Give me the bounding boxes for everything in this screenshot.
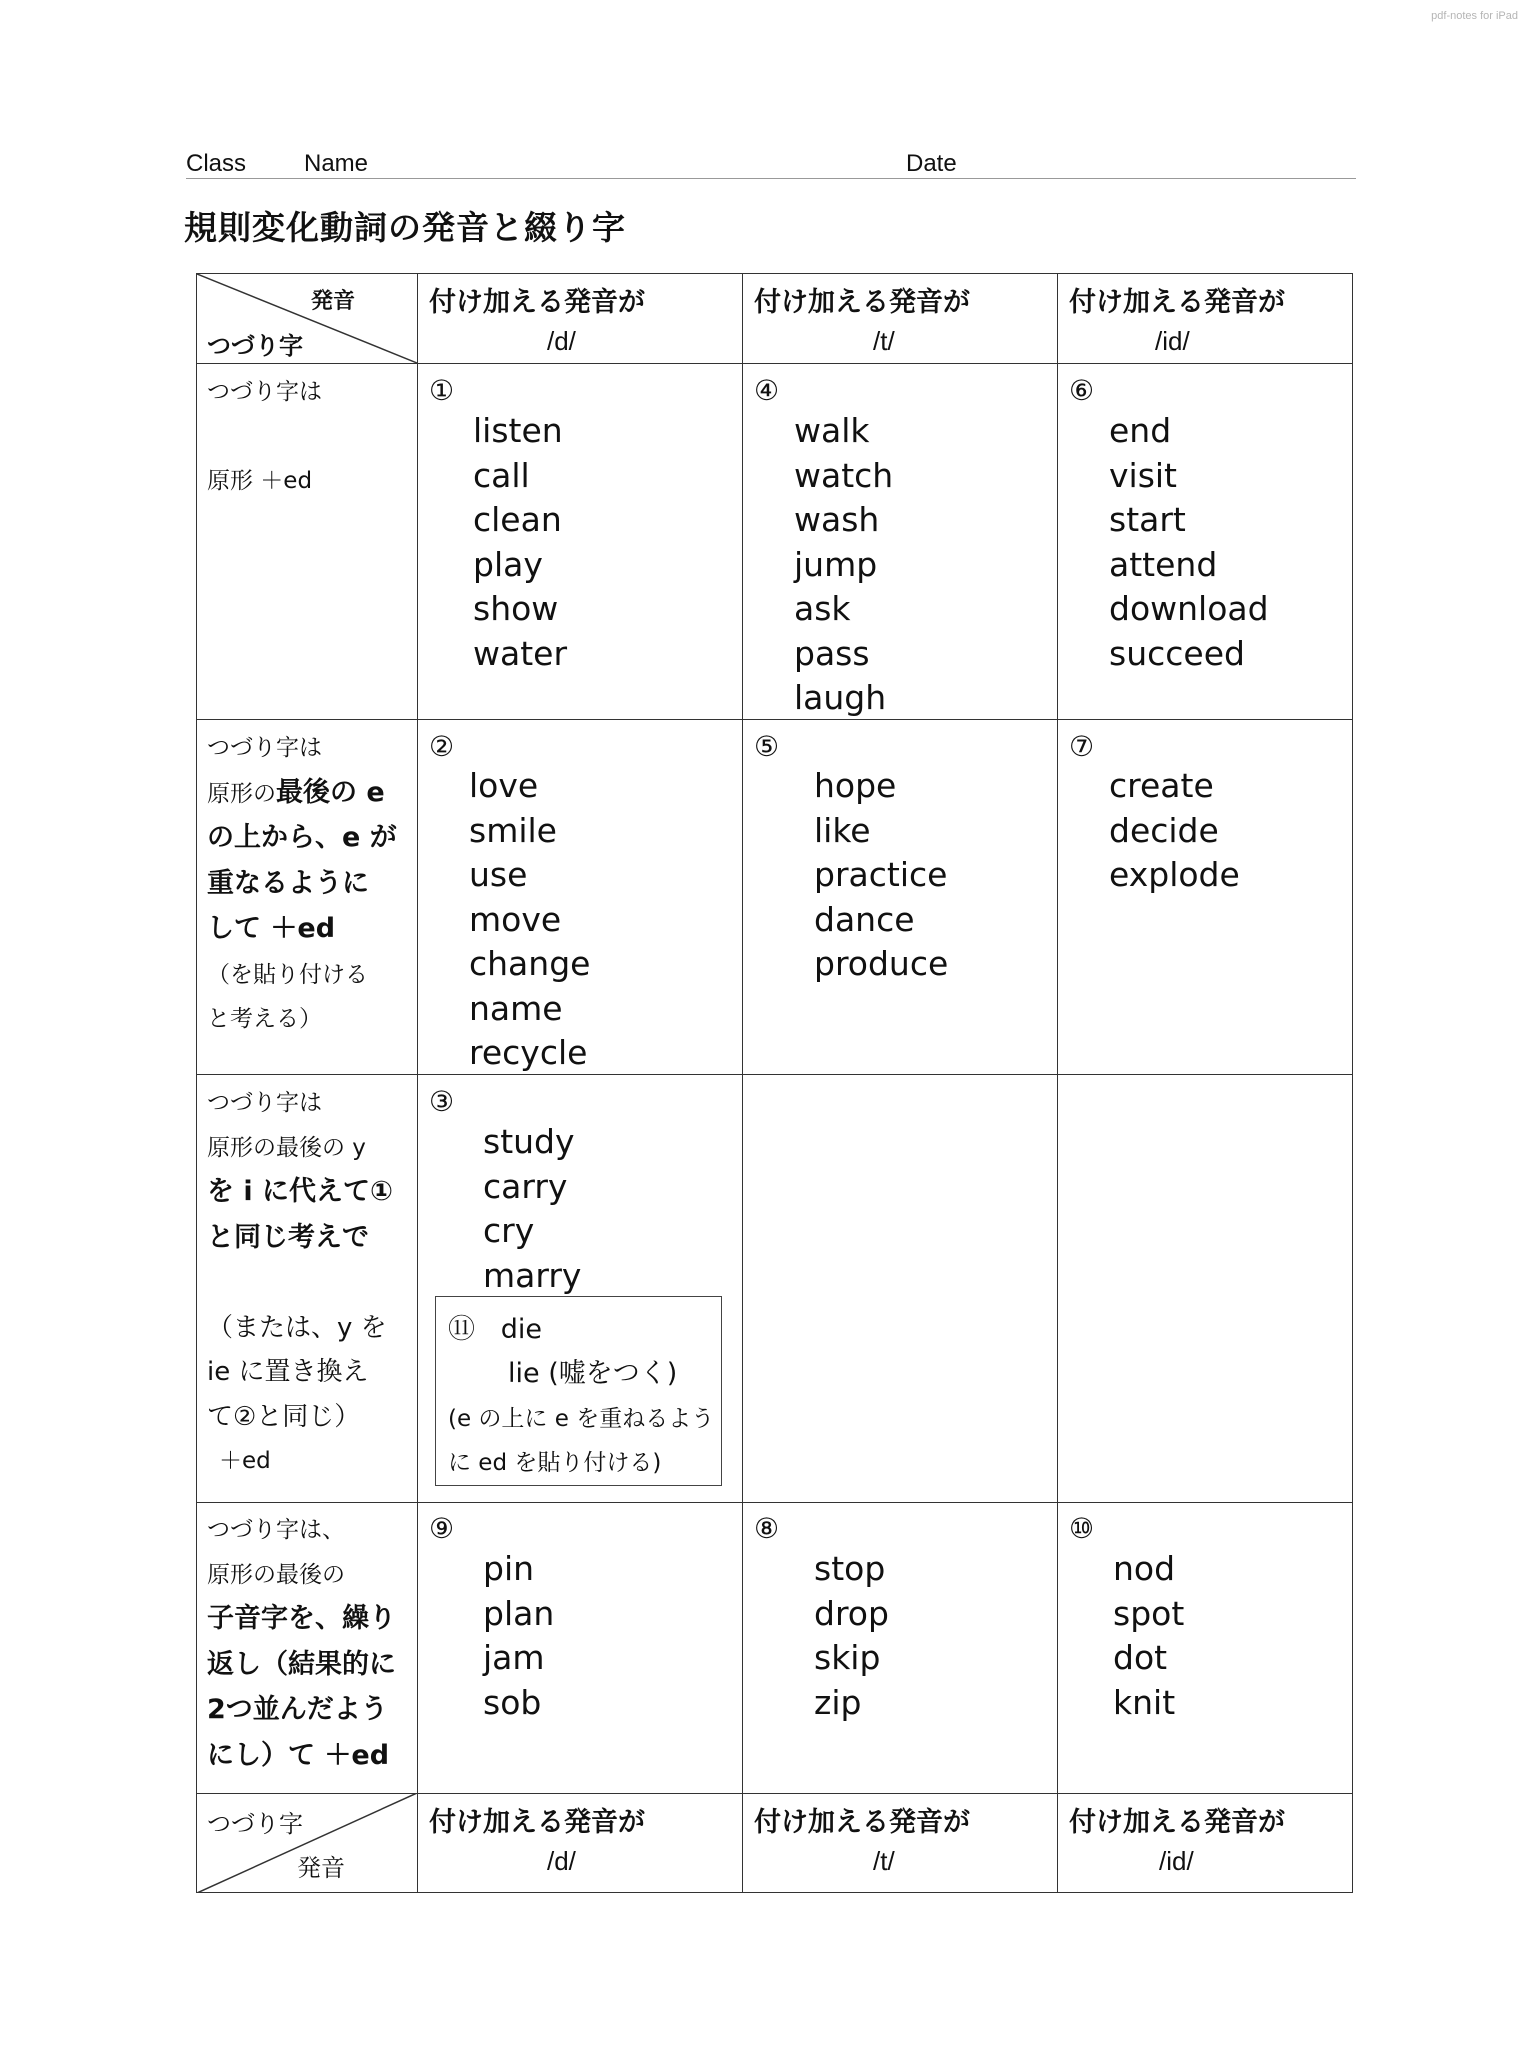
word: like — [814, 810, 871, 850]
word: create — [1109, 766, 1214, 805]
row1-id-number: ⑥ — [1069, 374, 1095, 407]
irregular-ie-box — [435, 1296, 722, 1486]
row4-id-number: ⑩ — [1069, 1512, 1095, 1545]
col-d-heading: 付け加える発音が — [429, 287, 645, 318]
row2-label: つづり字は 原形の最後の e の上から、e が 重なるように して ＋ed （を貼り付ける と考える） — [207, 735, 397, 1032]
word: change — [469, 944, 591, 983]
row3-label: つづり字は 原形の最後の y を i に代えて① と同じ考えで （または、y を ie に置き換え て②と同じ） ＋ed — [207, 1090, 393, 1474]
word: skip — [814, 1638, 881, 1677]
word: water — [473, 633, 568, 673]
word: clean — [473, 500, 562, 539]
date-label: Date — [906, 150, 957, 177]
col-id-heading: 付け加える発音が — [1069, 287, 1285, 318]
word: end — [1109, 411, 1172, 450]
word: sob — [483, 1682, 542, 1722]
word: pass — [794, 633, 870, 673]
word: drop — [814, 1593, 889, 1633]
name-label: Name — [304, 150, 369, 177]
word: zip — [814, 1682, 862, 1722]
corner-spelling-label: つづり字 — [207, 332, 303, 360]
row2-d-number: ② — [429, 730, 455, 763]
word: decide — [1109, 810, 1219, 850]
col-t-heading: 付け加える発音が — [754, 287, 970, 318]
word: love — [469, 766, 539, 805]
word: plan — [483, 1593, 555, 1633]
word: dot — [1113, 1638, 1168, 1677]
word: show — [473, 589, 559, 628]
word: stop — [814, 1549, 886, 1588]
word: hope — [814, 766, 897, 805]
row3-d-number: ③ — [429, 1085, 455, 1118]
worksheet-header — [186, 148, 1356, 179]
row1-label: つづり字は 原形 ＋ed — [207, 379, 322, 494]
bottom-col-d-heading: 付け加える発音が — [429, 1807, 645, 1838]
bottom-col-t-sound: /t/ — [873, 1846, 895, 1876]
col-d-sound: /d/ — [547, 326, 576, 356]
box-note: (e の上に e を重ねるように ed を貼り付ける) — [448, 1406, 715, 1476]
bottom-corner-pronunciation-label: 発音 — [297, 1854, 345, 1882]
word: carry — [483, 1166, 568, 1206]
word: smile — [469, 810, 557, 850]
bottom-col-id-sound: /id/ — [1159, 1846, 1194, 1876]
word: dance — [814, 899, 915, 939]
col-id-sound: /id/ — [1155, 326, 1190, 356]
row2-t-number: ⑤ — [754, 730, 780, 763]
corner-pronunciation-label: 発音 — [311, 289, 356, 314]
word: visit — [1109, 455, 1177, 495]
row4-d-words — [483, 1547, 554, 1725]
row1-d-number: ① — [429, 374, 455, 407]
word: walk — [794, 411, 870, 450]
row1-id-words — [1109, 409, 1269, 676]
watermark: pdf-notes for iPad — [1431, 10, 1518, 22]
row2-d-words — [469, 764, 590, 1076]
word: study — [483, 1122, 575, 1161]
page-title: 規則変化動詞の発音と綴り字 — [184, 208, 626, 247]
word: jam — [483, 1638, 545, 1677]
class-label: Class — [186, 150, 247, 177]
word: recycle — [469, 1033, 588, 1072]
word: download — [1109, 589, 1269, 628]
row4-label: つづり字は、 原形の最後の 子音字を、繰り 返し（結果的に 2つ並んだよう にし）て ＋ed — [207, 1517, 396, 1771]
word: play — [473, 544, 543, 584]
word: move — [469, 899, 562, 939]
word: marry — [483, 1255, 582, 1295]
col-t-sound: /t/ — [873, 326, 895, 356]
conjugation-table — [196, 273, 1353, 1893]
box-word-lie: lie (嘘をつく) — [508, 1358, 678, 1389]
word: succeed — [1109, 633, 1245, 673]
row4-id-words — [1113, 1547, 1184, 1725]
word: use — [469, 855, 528, 894]
row1-d-words — [473, 409, 567, 676]
word: explode — [1109, 855, 1240, 894]
word: jump — [794, 544, 878, 584]
word: knit — [1113, 1682, 1176, 1722]
bottom-col-id-heading: 付け加える発音が — [1069, 1807, 1285, 1838]
word: name — [469, 988, 563, 1028]
box-number: ⑪ die — [448, 1314, 543, 1345]
row1-t-words — [794, 409, 893, 721]
word: nod — [1113, 1549, 1176, 1588]
row4-t-words — [814, 1547, 889, 1725]
word: wash — [794, 500, 880, 539]
word: call — [473, 455, 530, 495]
row2-t-words — [814, 764, 948, 987]
word: laugh — [794, 678, 887, 717]
row4-t-number: ⑧ — [754, 1512, 780, 1545]
row1-t-number: ④ — [754, 374, 780, 407]
bottom-corner-spelling-label: つづり字 — [207, 1810, 303, 1838]
word: attend — [1109, 544, 1218, 584]
word: ask — [794, 589, 851, 628]
word: cry — [483, 1211, 535, 1250]
word: produce — [814, 944, 949, 983]
word: start — [1109, 500, 1186, 539]
word: spot — [1113, 1593, 1185, 1633]
row4-d-number: ⑨ — [429, 1512, 455, 1545]
bottom-col-t-heading: 付け加える発音が — [754, 1807, 970, 1838]
bottom-col-d-sound: /d/ — [547, 1846, 576, 1876]
word: practice — [814, 855, 948, 894]
word: listen — [473, 411, 563, 450]
row2-id-words — [1109, 764, 1240, 898]
word: watch — [794, 455, 894, 495]
row2-id-number: ⑦ — [1069, 730, 1095, 763]
word: pin — [483, 1549, 535, 1588]
row3-d-words — [483, 1120, 581, 1298]
